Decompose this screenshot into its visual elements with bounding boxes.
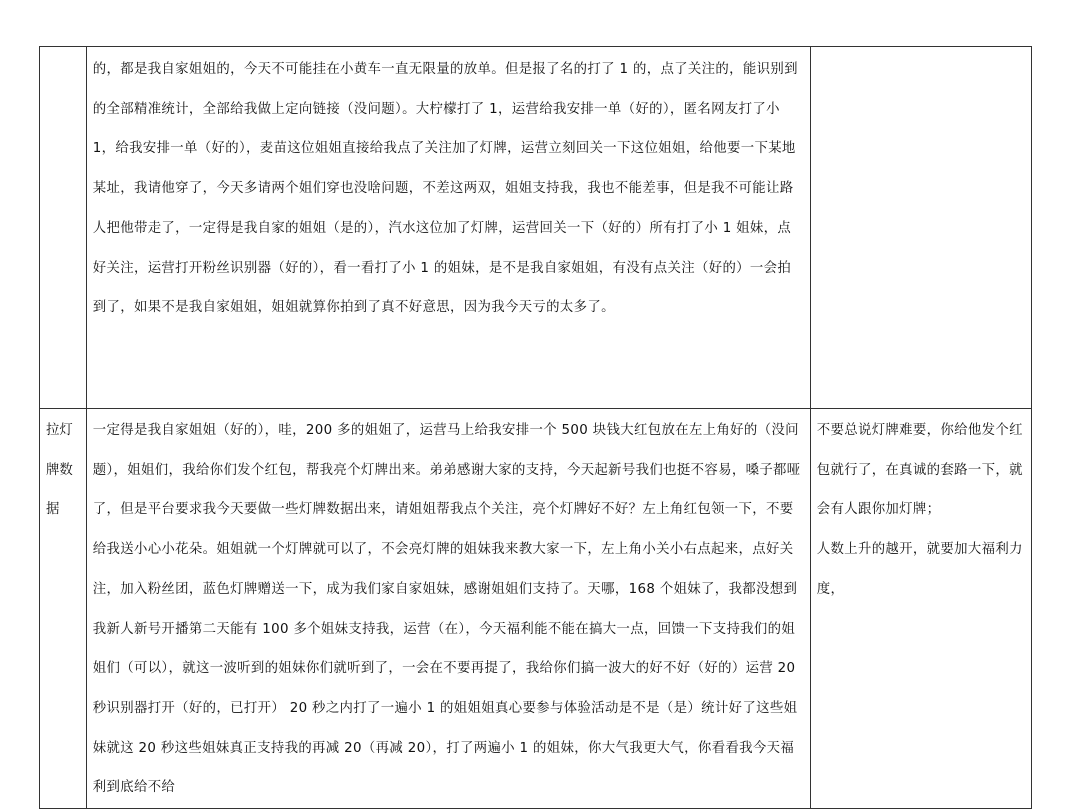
- note-cell: [810, 47, 1031, 409]
- table-row: [40, 47, 1032, 409]
- topic-cell: 拉灯牌数据: [40, 409, 87, 809]
- script-cell: 的，都是我自家姐姐的，今天不可能挂在小黄车一直无限量的放单。但是报了名的打了 1 的，点了关注的，能识别到的全部精准统计，全部给我做上定向链接（没问题）。大柠檬打了 1，运营给我安排一单（好的），匿名网友打了小 1，给我安排一单（好的），麦苗这位姐姐直接给我点了关注加了灯牌，运营立刻回关一下这位姐姐，给他要一下某地某址，我请他穿了，今天多请两个姐们穿也没啥问题，不差这两双，姐姐支持我，我也不能差事，但是我不可能让路人把他带走了，一定得是我自家的姐姐（是的），汽水这位加了灯牌，运营回关一下（好的）所有打了小 1 姐妹，点好关注，运营打开粉丝识别器（好的），看一看打了小 1 的姐妹，是不是我自家姐姐，有没有点关注（好的）一会拍到了，如果不是我自家姐姐，姐姐就算你拍到了真不好意思，因为我今天亏的太多了。: [86, 47, 810, 409]
- script-table: [39, 46, 1032, 809]
- topic-cell: [40, 47, 87, 409]
- note-cell: 不要总说灯牌难要，你给他发个红包就行了，在真诚的套路一下，就会有人跟你加灯牌； 人数上升的越开，就要加大福利力度，: [810, 409, 1031, 809]
- script-cell: 一定得是我自家姐姐（好的），哇，200 多的姐姐了，运营马上给我安排一个 500 块钱大红包放在左上角好的（没问题），姐姐们，我给你们发个红包，帮我亮个灯牌出来。弟弟感谢大家的支持，今天起新号我们也挺不容易，嗓子都哑了，但是平台要求我今天要做一些灯牌数据出来，请姐姐帮我点个关注，亮个灯牌好不好？左上角红包领一下，不要给我送小心小花朵。姐姐就一个灯牌就可以了，不会亮灯牌的姐妹我来教大家一下，左上角小关小右点起来，点好关注，加入粉丝团，蓝色灯牌赠送一下，成为我们家自家姐妹，感谢姐姐们支持了。天哪，168 个姐妹了，我都没想到我新人新号开播第二天能有 100 多个姐妹支持我，运营（在），今天福利能不能在搞大一点，回馈一下支持我们的姐姐们（可以），就这一波听到的姐妹你们就听到了，一会在不要再提了，我给你们搞一波大的好不好（好的）运营 20 秒识别器打开（好的，已打开） 20 秒之内打了一遍小 1 的姐姐姐真心要参与体验活动是不是（是）统计好了这些姐妹就这 20 秒这些姐妹真正支持我的再减 20（再减 20），打了两遍小 1 的姐妹，你大气我更大气，你看看我今天福利到底给不给: [86, 409, 810, 809]
- table-row: [40, 409, 1032, 809]
